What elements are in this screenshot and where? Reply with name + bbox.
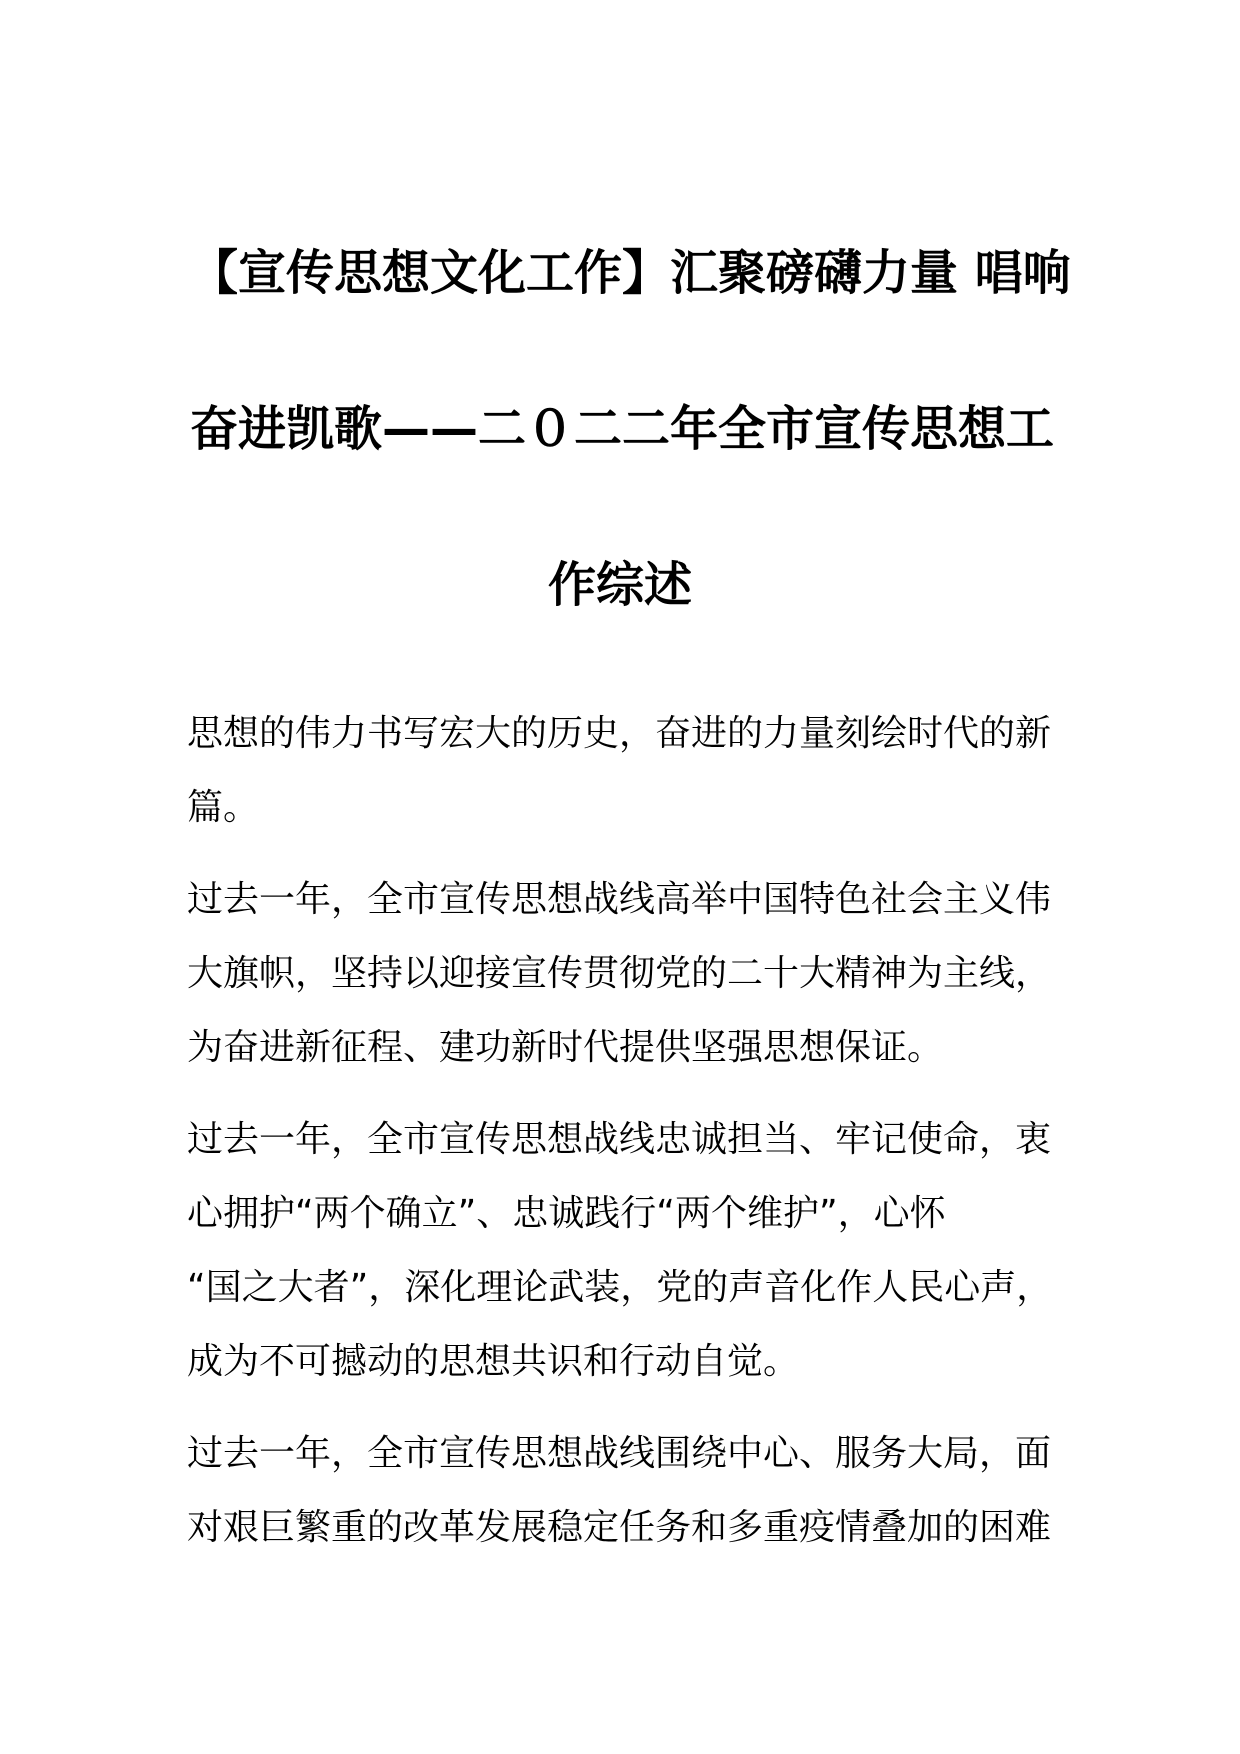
paragraph-line: 过去一年，全市宣传思想战线高举中国特色社会主义伟 — [187, 879, 1052, 920]
paragraph-line: 成为不可撼动的思想共识和行动自觉。 — [187, 1341, 800, 1382]
paragraph-line: 对艰巨繁重的改革发展稳定任务和多重疫情叠加的困难 — [187, 1507, 1052, 1548]
paragraph-past-year-2 — [187, 1103, 1087, 1399]
title-line: 奋进凯歌——二０二二年全市宣传思想工 — [190, 401, 1055, 457]
paragraph-line: 篇。 — [187, 787, 260, 828]
paragraph-line: 思想的伟力书写宏大的历史，奋进的力量刻绘时代的新 — [187, 713, 1052, 754]
paragraph-line: 过去一年，全市宣传思想战线忠诚担当、牢记使命，衷 — [187, 1119, 1052, 1160]
paragraph-past-year-3 — [187, 1417, 1087, 1565]
paragraph-past-year-1 — [187, 863, 1087, 1085]
title-line: 作综述 — [547, 557, 692, 613]
paragraph-line: “国之大者”，深化理论武装，党的声音化作人民心声， — [187, 1267, 1053, 1308]
paragraph-intro — [187, 697, 1087, 845]
document-title — [190, 195, 1071, 663]
paragraph-line: 为奋进新征程、建功新时代提供坚强思想保证。 — [187, 1027, 944, 1068]
document-body — [187, 697, 1087, 1583]
paragraph-line: 过去一年，全市宣传思想战线围绕中心、服务大局，面 — [187, 1433, 1052, 1474]
paragraph-line: 心拥护“两个确立”、忠诚践行“两个维护”，心怀 — [187, 1193, 946, 1234]
title-line: 【宣传思想文化工作】汇聚磅礴力量 唱响 — [190, 245, 1071, 301]
paragraph-line: 大旗帜，坚持以迎接宣传贯彻党的二十大精神为主线， — [187, 953, 1052, 994]
